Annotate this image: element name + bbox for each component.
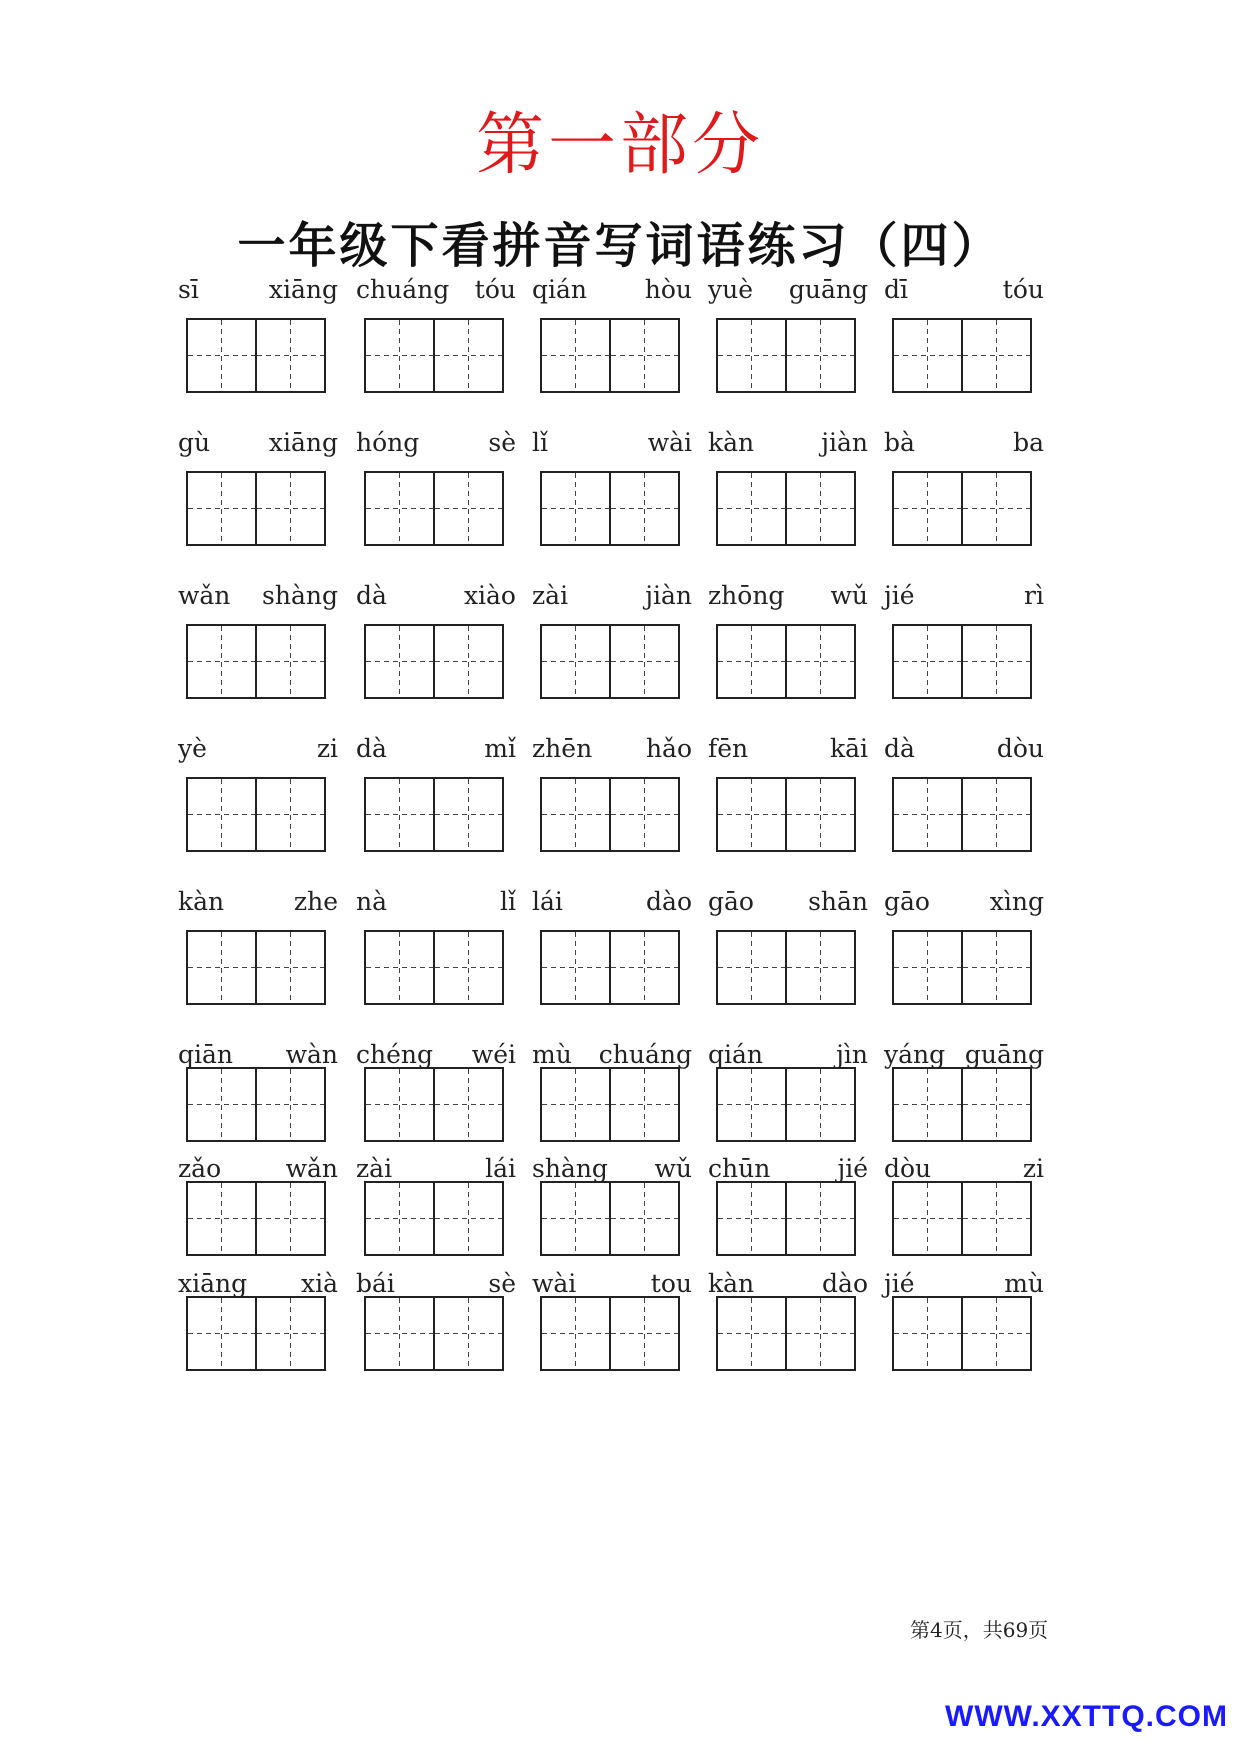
pinyin-label (356, 425, 516, 457)
writing-cell[interactable] (188, 932, 255, 1003)
writing-cell[interactable] (894, 1183, 961, 1254)
pinyin-syllable: jiàn (821, 428, 868, 457)
page-number: 第4页，共69页 (910, 1618, 1049, 1642)
pinyin-label (708, 1266, 868, 1298)
writing-cell[interactable] (542, 1298, 609, 1369)
pinyin-label (884, 884, 1044, 916)
writing-cell[interactable] (785, 1298, 854, 1369)
writing-cell[interactable] (718, 626, 785, 697)
writing-cell[interactable] (894, 1069, 961, 1140)
pinyin-syllable: nà (356, 887, 388, 916)
pinyin-syllable: bái (356, 1269, 395, 1298)
tianzige-boxes[interactable] (540, 318, 680, 393)
pinyin-syllable: hóng (356, 428, 420, 457)
pinyin-label (356, 1151, 516, 1183)
pinyin-syllable: xiāng (268, 275, 338, 304)
pinyin-syllable: gù (178, 428, 211, 457)
pinyin-syllable: jìn (836, 1040, 868, 1069)
tianzige-boxes[interactable] (716, 1067, 856, 1142)
writing-cell[interactable] (961, 473, 1030, 544)
pinyin-syllable: qiān (178, 1040, 234, 1069)
tianzige-boxes[interactable] (186, 777, 326, 852)
pinyin-syllable: chūn (708, 1154, 771, 1183)
writing-cell[interactable] (433, 1298, 502, 1369)
writing-cell[interactable] (188, 320, 255, 391)
pinyin-label (178, 578, 338, 610)
pinyin-syllable: jié (837, 1154, 868, 1183)
tianzige-boxes[interactable] (892, 624, 1032, 699)
tianzige-boxes[interactable] (892, 930, 1032, 1005)
pinyin-label (884, 1151, 1044, 1183)
pinyin-label (532, 1266, 692, 1298)
writing-cell[interactable] (255, 1069, 324, 1140)
pinyin-label (356, 578, 516, 610)
writing-cell[interactable] (255, 932, 324, 1003)
writing-cell[interactable] (542, 320, 609, 391)
site-watermark: WWW.XXTTQ.COM (945, 1700, 1228, 1733)
pinyin-syllable: kāi (829, 734, 868, 763)
pinyin-syllable: jié (884, 581, 915, 610)
pinyin-syllable: shān (808, 887, 868, 916)
tianzige-boxes[interactable] (364, 624, 504, 699)
pinyin-label (178, 272, 338, 304)
pinyin-label (884, 1037, 1044, 1069)
pinyin-syllable: xìng (989, 887, 1044, 916)
writing-cell[interactable] (609, 1298, 678, 1369)
writing-cell[interactable] (366, 1298, 433, 1369)
writing-cell[interactable] (718, 473, 785, 544)
pinyin-syllable: kàn (708, 1269, 755, 1298)
writing-cell[interactable] (961, 626, 1030, 697)
writing-cell[interactable] (542, 473, 609, 544)
pinyin-syllable: rì (1024, 581, 1044, 610)
writing-cell[interactable] (894, 626, 961, 697)
pinyin-label (356, 884, 516, 916)
tianzige-boxes[interactable] (186, 1067, 326, 1142)
tianzige-boxes[interactable] (364, 1181, 504, 1256)
writing-cell[interactable] (255, 779, 324, 850)
writing-cell[interactable] (961, 1183, 1030, 1254)
pinyin-syllable: dào (646, 887, 692, 916)
writing-cell[interactable] (894, 1298, 961, 1369)
pinyin-syllable: lái (532, 887, 563, 916)
writing-cell[interactable] (433, 932, 502, 1003)
tianzige-boxes[interactable] (186, 1296, 326, 1371)
writing-cell[interactable] (961, 1069, 1030, 1140)
pinyin-syllable: bà (884, 428, 915, 457)
pinyin-syllable: zhōng (708, 581, 785, 610)
writing-cell[interactable] (433, 779, 502, 850)
tianzige-boxes[interactable] (540, 1067, 680, 1142)
tianzige-boxes[interactable] (892, 1296, 1032, 1371)
pinyin-label (178, 425, 338, 457)
pinyin-syllable: wǔ (830, 581, 868, 610)
pinyin-label (532, 1037, 692, 1069)
pinyin-syllable: mù (532, 1040, 572, 1069)
writing-cell[interactable] (255, 626, 324, 697)
part-title: 第一部分 (475, 106, 764, 185)
writing-cell[interactable] (609, 779, 678, 850)
pinyin-syllable: chuáng (598, 1040, 692, 1069)
pinyin-syllable: dào (822, 1269, 868, 1298)
tianzige-boxes[interactable] (716, 471, 856, 546)
pinyin-syllable: dòu (884, 1154, 932, 1183)
writing-cell[interactable] (785, 320, 854, 391)
writing-cell[interactable] (366, 626, 433, 697)
pinyin-syllable: shàng (532, 1154, 608, 1183)
tianzige-boxes[interactable] (716, 930, 856, 1005)
pinyin-syllable: yáng (884, 1040, 946, 1069)
writing-cell[interactable] (894, 932, 961, 1003)
writing-cell[interactable] (366, 320, 433, 391)
writing-cell[interactable] (718, 932, 785, 1003)
tianzige-boxes[interactable] (186, 318, 326, 393)
pinyin-syllable: yuè (708, 275, 754, 304)
tianzige-boxes[interactable] (364, 318, 504, 393)
tianzige-boxes[interactable] (892, 471, 1032, 546)
worksheet-title: 一年级下看拼音写词语练习（四） (237, 218, 1003, 274)
writing-cell[interactable] (542, 1069, 609, 1140)
writing-cell[interactable] (255, 1298, 324, 1369)
pinyin-label (532, 731, 692, 763)
pinyin-syllable: lái (485, 1154, 516, 1183)
pinyin-syllable: zǎo (178, 1154, 222, 1183)
writing-cell[interactable] (785, 932, 854, 1003)
writing-cell[interactable] (366, 779, 433, 850)
pinyin-syllable: mǐ (484, 734, 516, 763)
pinyin-label (532, 578, 692, 610)
pinyin-label (708, 272, 868, 304)
pinyin-label (708, 731, 868, 763)
writing-cell[interactable] (961, 1298, 1030, 1369)
pinyin-syllable: qián (708, 1040, 764, 1069)
pinyin-label (178, 884, 338, 916)
tianzige-boxes[interactable] (186, 471, 326, 546)
pinyin-label (178, 1037, 338, 1069)
writing-cell[interactable] (785, 1183, 854, 1254)
writing-cell[interactable] (366, 932, 433, 1003)
pinyin-label (532, 425, 692, 457)
writing-cell[interactable] (433, 1183, 502, 1254)
writing-cell[interactable] (542, 932, 609, 1003)
tianzige-boxes[interactable] (716, 318, 856, 393)
writing-cell[interactable] (542, 626, 609, 697)
pinyin-syllable: xiào (463, 581, 516, 610)
tianzige-boxes[interactable] (540, 777, 680, 852)
pinyin-label (178, 1151, 338, 1183)
tianzige-boxes[interactable] (540, 624, 680, 699)
pinyin-syllable: dà (356, 734, 387, 763)
pinyin-syllable: kàn (178, 887, 225, 916)
pinyin-label (178, 731, 338, 763)
writing-cell[interactable] (188, 1183, 255, 1254)
pinyin-syllable: wài (532, 1269, 577, 1298)
tianzige-boxes[interactable] (364, 471, 504, 546)
writing-cell[interactable] (255, 1183, 324, 1254)
tianzige-boxes[interactable] (716, 1181, 856, 1256)
writing-cell[interactable] (718, 320, 785, 391)
pinyin-label (708, 425, 868, 457)
writing-cell[interactable] (894, 473, 961, 544)
pinyin-label (532, 884, 692, 916)
pinyin-syllable: hǎo (645, 734, 692, 763)
pinyin-label (884, 578, 1044, 610)
pinyin-syllable: zhēn (532, 734, 593, 763)
pinyin-syllable: wàn (285, 1040, 338, 1069)
tianzige-boxes[interactable] (364, 777, 504, 852)
writing-cell[interactable] (609, 932, 678, 1003)
writing-cell[interactable] (609, 1183, 678, 1254)
pinyin-label (532, 1151, 692, 1183)
pinyin-syllable: zi (316, 734, 338, 763)
pinyin-syllable: chéng (356, 1040, 434, 1069)
pinyin-syllable: wǎn (285, 1154, 338, 1183)
writing-cell[interactable] (785, 1069, 854, 1140)
pinyin-syllable: tou (650, 1269, 692, 1298)
tianzige-boxes[interactable] (364, 930, 504, 1005)
pinyin-syllable: yè (178, 734, 207, 763)
tianzige-boxes[interactable] (716, 1296, 856, 1371)
pinyin-syllable: dòu (996, 734, 1044, 763)
pinyin-syllable: lǐ (532, 428, 548, 457)
pinyin-syllable: fēn (708, 734, 749, 763)
writing-cell[interactable] (961, 932, 1030, 1003)
pinyin-syllable: xià (301, 1269, 338, 1298)
writing-cell[interactable] (433, 320, 502, 391)
pinyin-syllable: xiāng (178, 1269, 248, 1298)
writing-cell[interactable] (255, 320, 324, 391)
pinyin-label (178, 1266, 338, 1298)
pinyin-label (356, 731, 516, 763)
pinyin-syllable: mù (1004, 1269, 1044, 1298)
pinyin-syllable: tóu (474, 275, 516, 304)
writing-cell[interactable] (609, 626, 678, 697)
pinyin-label (884, 272, 1044, 304)
writing-cell[interactable] (366, 473, 433, 544)
writing-cell[interactable] (894, 779, 961, 850)
pinyin-syllable: guāng (788, 275, 868, 304)
tianzige-boxes[interactable] (186, 1181, 326, 1256)
tianzige-boxes[interactable] (892, 318, 1032, 393)
tianzige-boxes[interactable] (364, 1067, 504, 1142)
pinyin-syllable: jié (884, 1269, 915, 1298)
writing-cell[interactable] (718, 779, 785, 850)
pinyin-syllable: wǔ (654, 1154, 692, 1183)
pinyin-label (532, 272, 692, 304)
writing-cell[interactable] (366, 1183, 433, 1254)
tianzige-boxes[interactable] (892, 1181, 1032, 1256)
writing-cell[interactable] (542, 1183, 609, 1254)
writing-cell[interactable] (188, 626, 255, 697)
writing-cell[interactable] (894, 320, 961, 391)
writing-cell[interactable] (718, 1298, 785, 1369)
writing-cell[interactable] (609, 473, 678, 544)
pinyin-label (708, 884, 868, 916)
writing-cell[interactable] (433, 1069, 502, 1140)
writing-cell[interactable] (785, 473, 854, 544)
pinyin-syllable: guāng (964, 1040, 1044, 1069)
pinyin-syllable: sī (178, 275, 199, 304)
writing-cell[interactable] (609, 320, 678, 391)
tianzige-boxes[interactable] (186, 930, 326, 1005)
writing-cell[interactable] (188, 779, 255, 850)
writing-cell[interactable] (961, 320, 1030, 391)
tianzige-boxes[interactable] (716, 777, 856, 852)
writing-cell[interactable] (718, 1183, 785, 1254)
pinyin-syllable: gāo (708, 887, 754, 916)
pinyin-label (708, 1151, 868, 1183)
pinyin-syllable: hòu (644, 275, 692, 304)
tianzige-boxes[interactable] (892, 777, 1032, 852)
tianzige-boxes[interactable] (540, 471, 680, 546)
tianzige-boxes[interactable] (540, 930, 680, 1005)
pinyin-syllable: zài (356, 1154, 393, 1183)
writing-cell[interactable] (433, 626, 502, 697)
writing-cell[interactable] (961, 779, 1030, 850)
pinyin-syllable: wǎn (178, 581, 231, 610)
writing-cell[interactable] (718, 1069, 785, 1140)
pinyin-syllable: shàng (262, 581, 338, 610)
pinyin-label (356, 1266, 516, 1298)
tianzige-boxes[interactable] (540, 1181, 680, 1256)
writing-cell[interactable] (542, 779, 609, 850)
tianzige-boxes[interactable] (540, 1296, 680, 1371)
pinyin-syllable: tóu (1002, 275, 1044, 304)
writing-cell[interactable] (188, 1069, 255, 1140)
pinyin-label (884, 731, 1044, 763)
pinyin-syllable: zài (532, 581, 569, 610)
pinyin-syllable: gāo (884, 887, 930, 916)
pinyin-syllable: jiàn (645, 581, 692, 610)
pinyin-syllable: sè (488, 1269, 516, 1298)
pinyin-label (356, 1037, 516, 1069)
pinyin-syllable: kàn (708, 428, 755, 457)
pinyin-syllable: wài (647, 428, 692, 457)
tianzige-boxes[interactable] (364, 1296, 504, 1371)
pinyin-label (884, 425, 1044, 457)
writing-cell[interactable] (609, 1069, 678, 1140)
pinyin-label (708, 578, 868, 610)
pinyin-syllable: dī (884, 275, 908, 304)
pinyin-syllable: qián (532, 275, 588, 304)
pinyin-syllable: xiāng (268, 428, 338, 457)
writing-cell[interactable] (188, 1298, 255, 1369)
pinyin-syllable: zhe (293, 887, 338, 916)
pinyin-syllable: chuáng (356, 275, 450, 304)
tianzige-boxes[interactable] (186, 624, 326, 699)
pinyin-syllable: zi (1022, 1154, 1044, 1183)
writing-cell[interactable] (255, 473, 324, 544)
pinyin-syllable: ba (1013, 428, 1044, 457)
writing-cell[interactable] (188, 473, 255, 544)
tianzige-boxes[interactable] (716, 624, 856, 699)
tianzige-boxes[interactable] (892, 1067, 1032, 1142)
writing-cell[interactable] (433, 473, 502, 544)
pinyin-syllable: sè (488, 428, 516, 457)
pinyin-syllable: dà (356, 581, 387, 610)
pinyin-label (356, 272, 516, 304)
pinyin-label (708, 1037, 868, 1069)
pinyin-syllable: lǐ (500, 887, 516, 916)
writing-cell[interactable] (785, 626, 854, 697)
pinyin-syllable: wéi (471, 1040, 516, 1069)
writing-cell[interactable] (366, 1069, 433, 1140)
writing-cell[interactable] (785, 779, 854, 850)
pinyin-syllable: dà (884, 734, 915, 763)
pinyin-label (884, 1266, 1044, 1298)
